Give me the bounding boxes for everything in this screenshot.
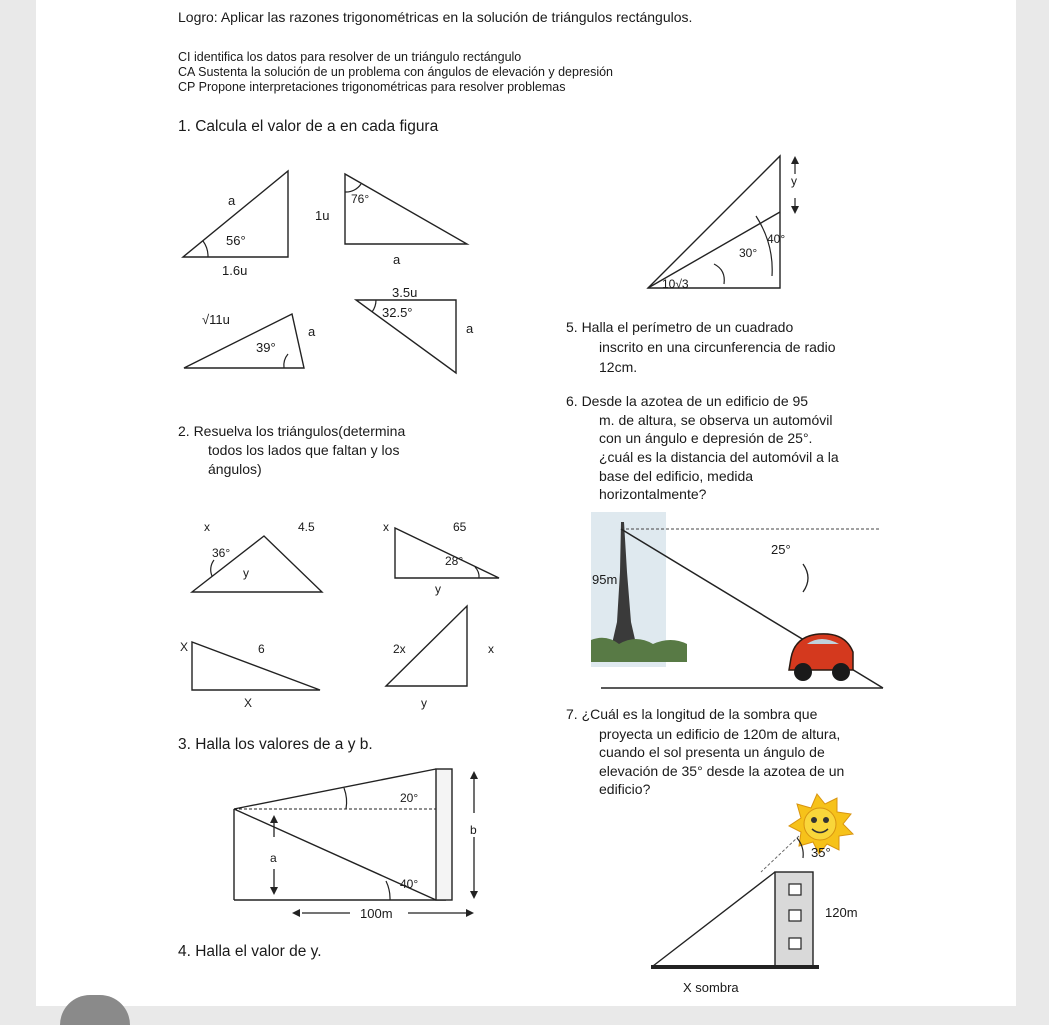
fig2-hyp-label: a — [393, 252, 401, 267]
q7-height-label: 120m — [825, 905, 858, 920]
figB-hyp-label: 65 — [453, 520, 467, 534]
q6-line1: 6. Desde la azotea de un edificio de 95 — [566, 393, 809, 409]
triangle-figure — [311, 170, 471, 250]
figD-x-label: x — [488, 642, 494, 656]
fig2-side-label: 1u — [315, 208, 330, 223]
q6-height-label: 95m — [592, 572, 618, 587]
q7-line1: 7. ¿Cuál es la longitud de la sombra que — [566, 706, 818, 722]
q2-line3: ángulos) — [208, 461, 262, 477]
sun-building-figure — [611, 790, 871, 980]
q3-distance-label: 100m — [360, 906, 393, 921]
q6-line2: m. de altura, se observa un automóvil — [599, 412, 833, 428]
q7-line2: proyecta un edificio de 120m de altura, — [599, 726, 841, 742]
q1-title: 1. Calcula el valor de a en cada figura — [178, 118, 439, 135]
figD-y-label: y — [421, 696, 427, 710]
figA-angle-label: 36° — [212, 546, 231, 560]
car-icon — [789, 634, 853, 681]
q3-b-label: b — [470, 823, 477, 837]
q5-line3: 12cm. — [599, 359, 638, 375]
fig1-angle-label: 56° — [226, 233, 246, 248]
figB-angle-label: 28° — [445, 554, 464, 568]
triangle-figure — [381, 520, 511, 580]
q2-line2: todos los lados que faltan y los — [208, 442, 400, 458]
figC-xleft-label: X — [180, 640, 189, 654]
logro-text: Logro: Aplicar las razones trigonométricas en la solución de triángulos rectángulos. — [178, 9, 693, 25]
q7-line5: edificio? — [599, 781, 651, 797]
q3-angle-top-label: 20° — [400, 791, 419, 805]
q7-angle-label: 35° — [811, 845, 831, 860]
fig4-angle-label: 32.5° — [382, 305, 413, 320]
triangle-figure — [644, 152, 819, 292]
q5-line1: 5. Halla el perímetro de un cuadrado — [566, 319, 794, 335]
triangle-figure — [176, 165, 306, 265]
fig1-side-label: a — [228, 193, 236, 208]
q4-y-label: y — [791, 174, 797, 188]
fig3-angle-label: 39° — [256, 340, 276, 355]
figB-y-label: y — [435, 582, 441, 596]
building-figure — [226, 765, 496, 925]
worksheet-page — [36, 0, 1016, 1006]
q6-line6: horizontalmente? — [599, 486, 707, 502]
fig3-hyp-label: a — [308, 324, 316, 339]
cp-text: CP Propone interpretaciones trigonométricas para resolver problemas — [178, 80, 566, 94]
q3-angle-bottom-label: 40° — [400, 877, 419, 891]
figA-hyp-label: 4.5 — [298, 520, 315, 534]
q3-title: 3. Halla los valores de a y b. — [178, 736, 373, 753]
q7-line3: cuando el sol presenta un ángulo de — [599, 744, 825, 760]
q7-line4: elevación de 35° desde la azotea de un — [599, 763, 845, 779]
q4-base-label: 10√3 — [662, 277, 689, 291]
q4-title: 4. Halla el valor de y. — [178, 943, 322, 960]
fig2-angle-label: 76° — [351, 192, 370, 206]
q6-line3: con un ángulo e depresión de 25°. — [599, 430, 813, 446]
q7-shadow-label: X sombra — [683, 980, 739, 995]
q2-line1: 2. Resuelva los triángulos(determina — [178, 423, 406, 439]
q4-angle2-label: 40° — [767, 232, 786, 246]
fig4-side-label: a — [466, 321, 474, 336]
figB-x-label: x — [383, 520, 389, 534]
figC-xbottom-label: X — [244, 696, 253, 710]
fig1-base-label: 1.6u — [222, 263, 248, 278]
fig4-top-label: 3.5u — [392, 285, 418, 300]
figD-hyp-label: 2x — [393, 642, 406, 656]
figC-hyp-label: 6 — [258, 642, 265, 656]
triangle-figure — [176, 638, 326, 698]
figA-x-label: x — [204, 520, 210, 534]
q4-angle1-label: 30° — [739, 246, 758, 260]
ci-text: CI identifica los datos para resolver de un triángulo rectángulo — [178, 50, 522, 64]
q6-angle-label: 25° — [771, 542, 791, 557]
ca-text: CA Sustenta la solución de un problema con ángulos de elevación y depresión — [178, 65, 614, 79]
q6-line4: ¿cuál es la distancia del automóvil a la — [599, 449, 839, 465]
figA-y-label: y — [243, 566, 249, 580]
fig3-side-label: √11u — [202, 312, 230, 327]
eiffel-scene — [591, 512, 891, 692]
q5-line2: inscrito en una circunferencia de radio — [599, 339, 836, 355]
q3-a-label: a — [270, 851, 277, 865]
q6-line5: base del edificio, medida — [599, 468, 754, 484]
